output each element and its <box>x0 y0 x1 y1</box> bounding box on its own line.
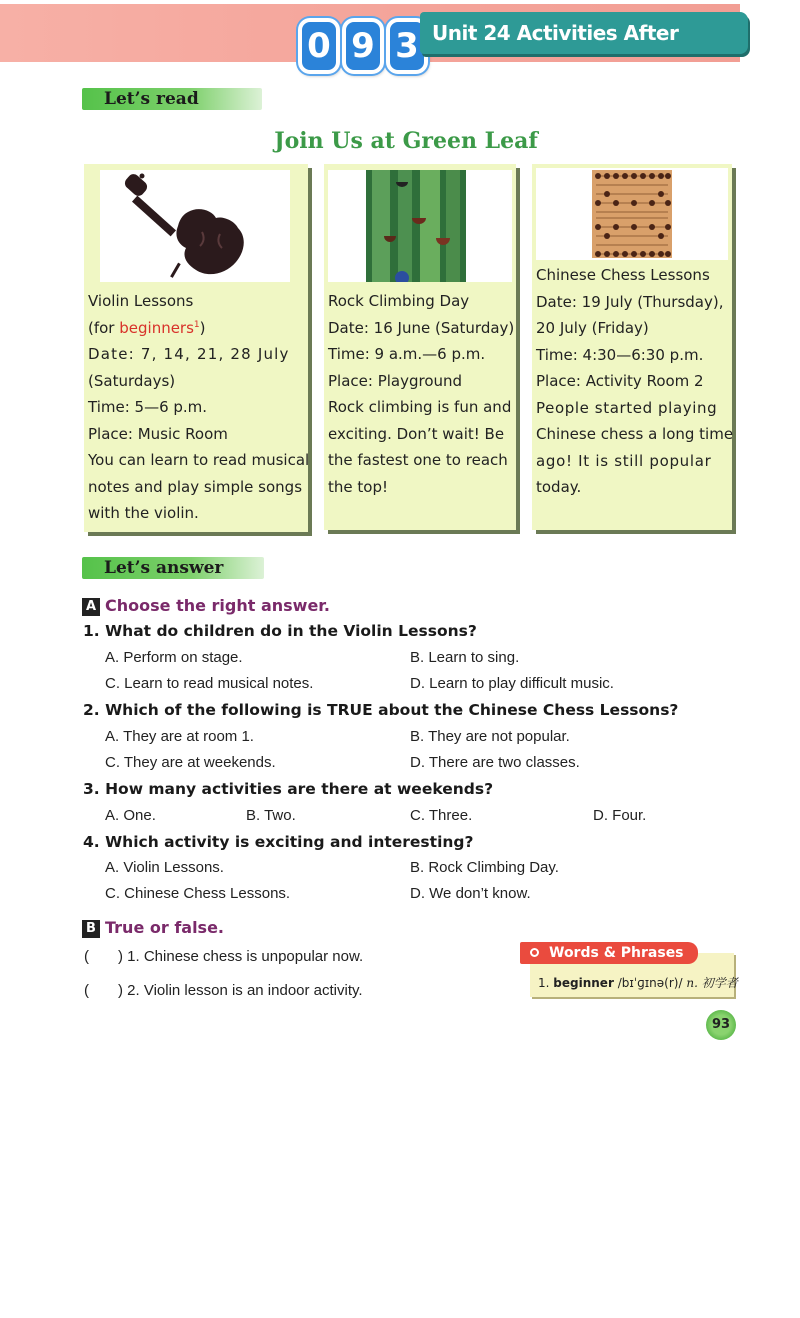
task-b-heading: B True or false. <box>82 918 224 938</box>
violin-image <box>100 170 290 282</box>
option: A. Violin Lessons. <box>105 859 224 876</box>
chess-board-icon <box>536 168 728 260</box>
option: C. Three. <box>410 807 473 824</box>
card-time: Time: 5—6 p.m. <box>88 398 208 416</box>
glossary-headword: beginner <box>553 976 614 990</box>
card-date-line2: 20 July (Friday) <box>536 319 649 337</box>
question-4: 4. Which activity is exciting and interesting? <box>83 833 474 851</box>
card-climbing-text <box>328 288 514 500</box>
card-title: Chinese Chess Lessons <box>536 266 710 284</box>
card-place: Place: Playground <box>328 371 463 390</box>
chess-board-image <box>536 168 728 260</box>
card-time: Time: 4:30—6:30 p.m. <box>536 345 704 364</box>
task-letter-a: A <box>82 598 100 616</box>
card-date: Date: 16 June (Saturday) <box>328 318 515 337</box>
option: C. Chinese Chess Lessons. <box>105 885 291 902</box>
card-violin-text <box>88 288 309 527</box>
tf-statement-2: ) 2. Violin lesson is an indoor activity. <box>118 982 363 999</box>
card-desc-line: exciting. Don’t wait! Be <box>328 424 505 443</box>
question-2: 2. Which of the following is TRUE about the Chinese Chess Lessons? <box>83 701 679 719</box>
words-phrases-title: Words & Phrases <box>520 942 698 964</box>
question-3: 3. How many activities are there at weekends? <box>83 780 494 798</box>
card-chess <box>532 164 732 530</box>
option: A. One. <box>105 807 156 824</box>
card-desc-line: notes and play simple songs <box>88 477 303 496</box>
card-desc-line: the top! <box>328 477 388 496</box>
lesson-digit: 0 <box>298 18 340 74</box>
option: B. Rock Climbing Day. <box>410 859 559 876</box>
circle-bullet-icon <box>530 948 539 957</box>
card-time: Time: 9 a.m.—6 p.m. <box>328 345 486 363</box>
card-date-note: (Saturdays) <box>88 371 176 390</box>
card-audience: (for beginners$^1$) <box>88 318 206 337</box>
card-desc-line: You can learn to read musical <box>88 451 310 469</box>
option: B. Two. <box>246 807 296 824</box>
card-desc-line: People started playing <box>536 398 718 417</box>
card-desc-line: Rock climbing is fun and <box>328 398 512 416</box>
card-date: Date: 19 July (Thursday), <box>536 292 724 311</box>
glossary-word: beginners <box>119 318 194 337</box>
lesson-digit: 3 <box>386 18 428 74</box>
climbing-wall-icon <box>328 170 512 282</box>
section-label-read: Let’s read <box>82 88 262 110</box>
card-desc-line: Chinese chess a long time <box>536 425 734 443</box>
section-label-answer: Let’s answer <box>82 557 264 579</box>
task-a-heading: A Choose the right answer. <box>82 596 330 616</box>
page-number: 93 <box>706 1010 736 1040</box>
climbing-wall-image <box>328 170 512 282</box>
option: A. They are at room 1. <box>105 728 254 745</box>
option: D. Four. <box>593 807 647 824</box>
lesson-number <box>298 18 428 68</box>
option: D. There are two classes. <box>410 754 580 771</box>
card-desc-line: ago! It is still popular <box>536 451 712 470</box>
option: B. Learn to sing. <box>410 649 520 666</box>
card-date: Date: 7, 14, 21, 28 July <box>88 345 290 363</box>
unit-title: Unit 24 Activities After School <box>420 12 748 54</box>
tf-paren: ( <box>84 948 89 965</box>
option: D. We don’t know. <box>410 885 531 902</box>
violin-icon <box>100 170 290 282</box>
card-title: Rock Climbing Day <box>328 292 470 310</box>
option: B. They are not popular. <box>410 728 570 745</box>
tf-statement-1: ) 1. Chinese chess is unpopular now. <box>118 948 364 965</box>
card-violin <box>84 164 308 532</box>
option: C. They are at weekends. <box>105 754 276 771</box>
tf-paren: ( <box>84 982 89 999</box>
card-desc-line: today. <box>536 478 582 496</box>
card-place: Place: Music Room <box>88 424 228 443</box>
card-title: Violin Lessons <box>88 292 194 310</box>
card-place: Place: Activity Room 2 <box>536 372 704 390</box>
glossary-entry: 1. beginner /bɪˈɡɪnə(r)/ n. 初学者 <box>538 976 738 990</box>
option: A. Perform on stage. <box>105 649 243 666</box>
card-climbing <box>324 164 516 530</box>
lesson-digit: 9 <box>342 18 384 74</box>
option: D. Learn to play difficult music. <box>410 675 614 692</box>
card-desc-line: with the violin. <box>88 504 199 522</box>
card-desc-line: the fastest one to reach <box>328 451 508 469</box>
task-letter-b: B <box>82 920 100 938</box>
option: C. Learn to read musical notes. <box>105 675 314 692</box>
card-chess-text <box>536 262 733 501</box>
poster-title: Join Us at Green Leaf <box>274 128 538 154</box>
question-1: 1. What do children do in the Violin Lessons? <box>83 622 477 640</box>
